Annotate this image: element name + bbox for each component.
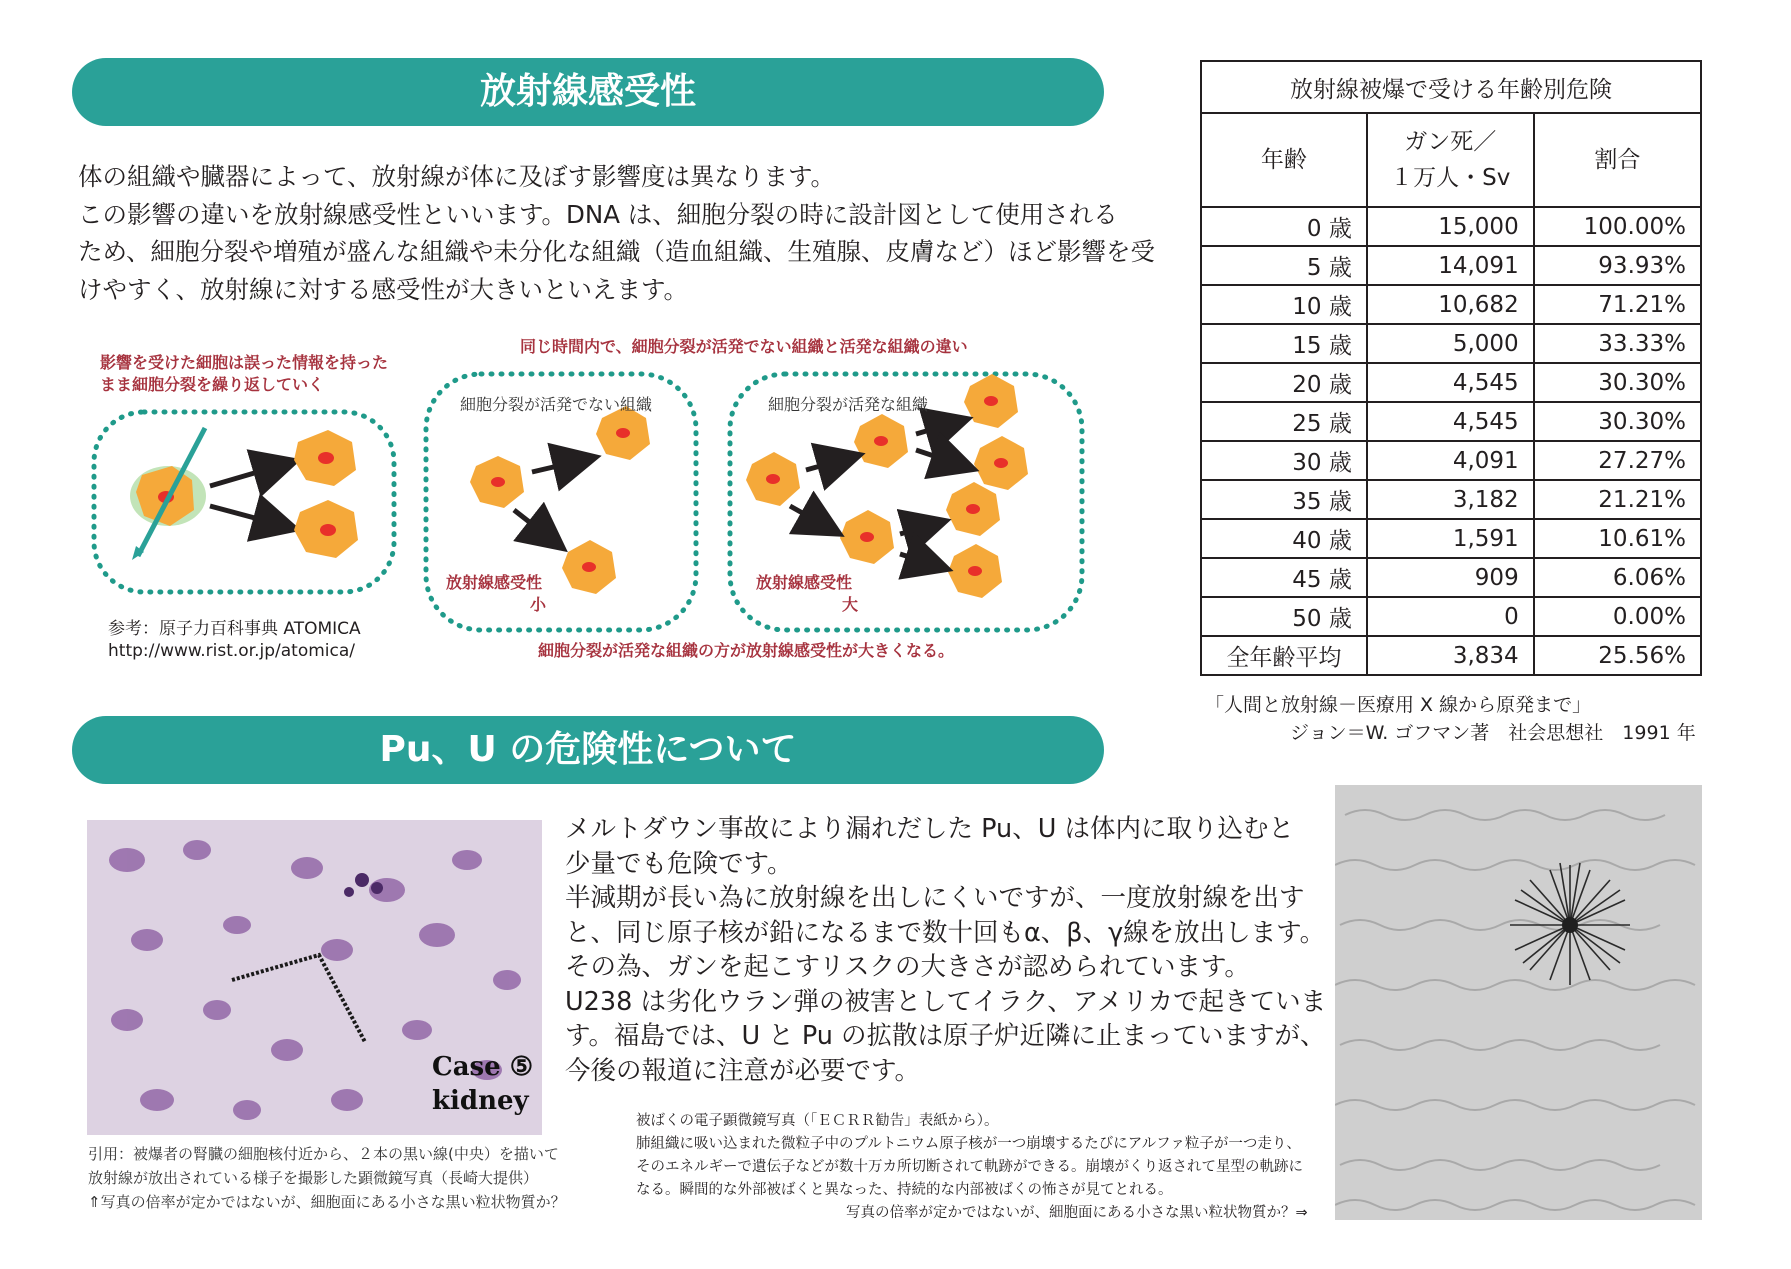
photo2-caption: 被ばくの電子顕微鏡写真（「ＥＣＲＲ勧告」表紙から）。 肺組織に吸い込まれた微粒子中のプルトニウム原子核が一つ崩壊するたびにアルファ粒子が一つ走り、 そのエネルギーで遺伝子などが数十万カ所切断されて軌跡ができる。崩壊がくり返されて星型の軌跡に なる。瞬間的な外部被ばくと異なった、持続的な内部被ばくの怖さが見てとれる。 写真の倍率が定かではないが、細胞面にある小さな黒い粒状物質か？⇒ bbox=[636, 1113, 1308, 1221]
box3-sensitivity-value: 大 bbox=[842, 595, 859, 614]
cell bbox=[948, 544, 1002, 598]
cell bbox=[854, 414, 908, 468]
box2-sensitivity-value: 小 bbox=[530, 595, 547, 614]
table-row: 15 歳 5,000 33.33% bbox=[1201, 324, 1701, 363]
section-title-pu-u-danger: Pu、U の危険性について bbox=[72, 716, 1104, 784]
header-cancer-deaths: ガン死／ １万人・Sv bbox=[1367, 113, 1534, 207]
daughter-cell bbox=[294, 500, 358, 558]
diagram-left-caption: 影響を受けた細胞は誤った情報を持った まま細胞分裂を繰り返していく bbox=[100, 353, 389, 394]
table-row: 5 歳 14,091 93.93% bbox=[1201, 246, 1701, 285]
table-row: 25 歳 4,545 30.30% bbox=[1201, 402, 1701, 441]
division-arrow bbox=[210, 506, 292, 528]
cell bbox=[470, 456, 524, 508]
header-ratio: 割合 bbox=[1534, 113, 1701, 207]
cell bbox=[840, 510, 894, 564]
table-row: 45 歳 909 6.06% bbox=[1201, 558, 1701, 597]
paragraph-line: ため、細胞分裂や増殖が盛んな組織や未分化な組織（造血組織、生殖腺、皮膚など）ほど影響を受 bbox=[78, 237, 1156, 266]
division-arrow bbox=[790, 506, 836, 532]
box3-sensitivity-label: 放射線感受性 bbox=[756, 573, 853, 592]
diagram-top-caption: 同じ時間内で、細胞分裂が活発でない組織と活発な組織の違い bbox=[520, 337, 968, 356]
photo1-label: Case ⑤ kidney bbox=[432, 1052, 534, 1116]
table-row-average: 全年齢平均 3,834 25.56% bbox=[1201, 636, 1701, 675]
cell bbox=[562, 540, 616, 594]
alpha-star-track-photo bbox=[1335, 785, 1702, 1220]
division-arrow bbox=[806, 456, 856, 470]
division-arrow bbox=[514, 510, 560, 546]
division-arrow bbox=[900, 522, 942, 534]
kidney-micrograph-photo bbox=[87, 820, 542, 1135]
table-row: 20 歳 4,545 30.30% bbox=[1201, 363, 1701, 402]
table-row: 10 歳 10,682 71.21% bbox=[1201, 285, 1701, 324]
header-age: 年齢 bbox=[1201, 113, 1367, 207]
cell bbox=[974, 436, 1028, 490]
division-arrow bbox=[916, 420, 964, 434]
table-source-line2: ジョン＝W. ゴフマン著 社会思想社 1991 年 bbox=[1290, 722, 1696, 744]
table-row: 40 歳 1,591 10.61% bbox=[1201, 519, 1701, 558]
box3-label: 細胞分裂が活発な組織 bbox=[768, 395, 929, 414]
damaged-cell bbox=[130, 428, 206, 560]
division-arrow bbox=[916, 450, 970, 468]
cell bbox=[746, 452, 800, 506]
daughter-cell bbox=[294, 430, 356, 486]
box2-label: 細胞分裂が活発でない組織 bbox=[460, 395, 653, 414]
section-title-radiosensitivity: 放射線感受性 bbox=[72, 58, 1104, 126]
cell bbox=[946, 482, 1000, 536]
age-risk-table bbox=[1200, 60, 1702, 676]
division-arrow bbox=[900, 554, 944, 568]
table-row: 50 歳 0 0.00% bbox=[1201, 597, 1701, 636]
box2-sensitivity-label: 放射線感受性 bbox=[446, 573, 543, 592]
diagram-reference: 参考：原子力百科事典 ATOMICA http://www.rist.or.jp/atomica/ bbox=[108, 619, 361, 661]
table-row: 0 歳 15,000 100.00% bbox=[1201, 207, 1701, 246]
division-arrow bbox=[532, 458, 592, 472]
pu-u-body-text: メルトダウン事故により漏れだした Pu、U は体内に取り込むと 少量でも危険です。 半減期が長い為に放射線を出しにくいですが、一度放射線を出す と、同じ原子核が鉛になるまで数十回もα、β、γ線を放出します。 その為、ガンを起こすリスクの大きさが認められています。 U238 は劣化ウラン弾の被害としてイラク、アメリカで起きていま す。福島では、U と Pu の拡散は原子炉近隣に止まっていますが、 今後の報道に注意が必要です。 bbox=[565, 814, 1327, 1086]
table-source-line1: 「人間と放射線－医療用 X 線から原発まで」 bbox=[1205, 694, 1592, 716]
table-row: 35 歳 3,182 21.21% bbox=[1201, 480, 1701, 519]
paragraph-line: 体の組織や臓器によって、放射線が体に及ぼす影響度は異なります。 bbox=[78, 162, 836, 191]
table-row: 30 歳 4,091 27.27% bbox=[1201, 441, 1701, 480]
division-arrow bbox=[210, 462, 292, 486]
photo1-caption: 引用：被爆者の腎臓の細胞核付近から、２本の黒い線(中央）を描いて 放射線が放出されている様子を撮影した顕微鏡写真（長崎大提供） ⇑写真の倍率が定かではないが、細胞面にある小さな黒い粒状物質か？ bbox=[88, 1145, 566, 1211]
diagram-bottom-caption: 細胞分裂が活発な組織の方が放射線感受性が大きくなる。 bbox=[538, 641, 955, 660]
table-title: 放射線被爆で受ける年齢別危険 bbox=[1201, 61, 1701, 113]
paragraph-line: けやすく、放射線に対する感受性が大きいといえます。 bbox=[78, 274, 689, 304]
intro-paragraph bbox=[78, 158, 1156, 308]
cell bbox=[964, 374, 1018, 428]
paragraph-line: この影響の違いを放射線感受性といいます。DNA は、細胞分裂の時に設計図として使用される bbox=[78, 199, 1118, 229]
